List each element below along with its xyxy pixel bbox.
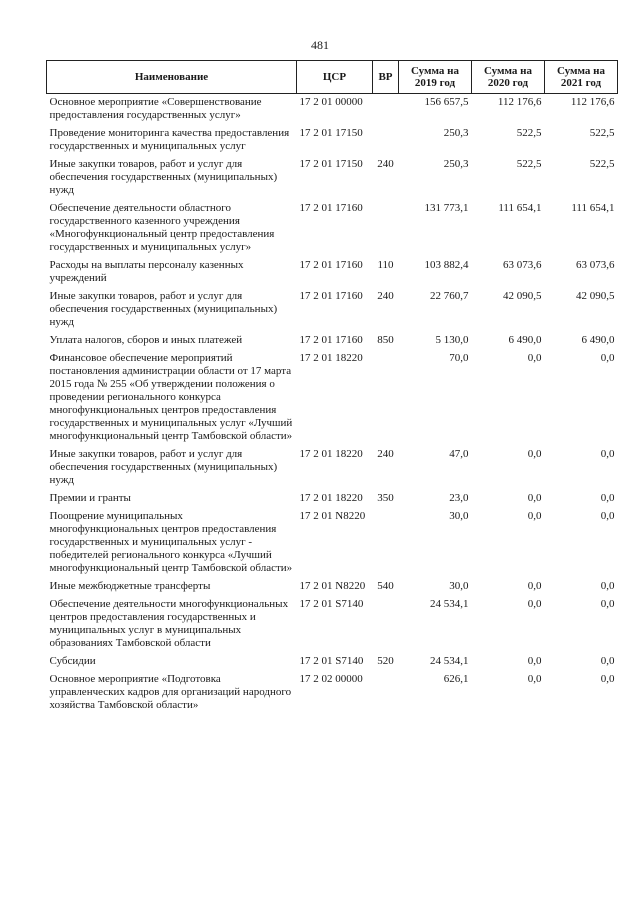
row-sum-2021: 0,0 (600, 580, 615, 592)
row-sum-2020: 522,5 (516, 127, 542, 139)
row-sum-2020: 0,0 (527, 598, 542, 610)
table-row (47, 197, 618, 254)
row-name: Иные межбюджетные трансферты (49, 580, 211, 592)
row-sum-2020: 0,0 (527, 655, 542, 667)
row-csr: 17 2 01 S7140 (299, 655, 364, 667)
row-sum-2021: 0,0 (600, 598, 615, 610)
row-csr: 17 2 01 17160 (299, 290, 363, 302)
row-sum-2019: 250,3 (443, 127, 469, 139)
row-vr: 240 (377, 290, 394, 302)
row-sum-2021: 42 090,5 (576, 290, 615, 302)
row-name: Расходы на выплаты персоналу казенных учреждений (49, 259, 244, 284)
table-row (47, 285, 618, 329)
table-row (47, 347, 618, 443)
row-name: Иные закупки товаров, работ и услуг для обеспечения государственных (муниципальных) нужд (49, 158, 278, 196)
row-vr (373, 668, 399, 712)
table-row (47, 443, 618, 487)
row-csr: 17 2 01 18220 (299, 352, 363, 364)
row-vr (373, 505, 399, 575)
row-sum-2021: 6 490,0 (581, 334, 615, 346)
row-sum-2019: 131 773,1 (424, 202, 469, 214)
table-row (47, 575, 618, 593)
row-csr: 17 2 01 N8220 (299, 580, 366, 592)
row-csr: 17 2 01 17160 (299, 202, 363, 214)
row-csr: 17 2 01 17160 (299, 334, 363, 346)
row-sum-2020: 6 490,0 (508, 334, 542, 346)
row-name: Проведение мониторинга качества предоставления государственных и муниципальных услуг (49, 127, 290, 152)
row-vr: 240 (377, 448, 394, 460)
row-sum-2020: 111 654,1 (498, 202, 542, 214)
row-name: Финансовое обеспечение мероприятий постановления администрации области от 17 марта 2015 года № 255 «Об утверждении положения о проведении регионального конкурса многофункциональных центров предоставления государственных и муниципальных услуг «Лучший многофункциональный центр Тамбовской области» (49, 352, 293, 442)
row-vr: 540 (377, 580, 394, 592)
row-sum-2019: 626,1 (443, 673, 469, 685)
row-csr: 17 2 01 18220 (299, 492, 363, 504)
row-vr (373, 94, 399, 123)
row-name: Уплата налогов, сборов и иных платежей (49, 334, 243, 346)
row-vr: 850 (377, 334, 394, 346)
row-sum-2021: 0,0 (600, 655, 615, 667)
header-sum-2019: Сумма на 2019 год (399, 61, 472, 94)
row-sum-2019: 70,0 (449, 352, 469, 364)
row-sum-2021: 112 176,6 (570, 96, 615, 108)
row-sum-2020: 522,5 (516, 158, 542, 170)
row-sum-2019: 47,0 (449, 448, 469, 460)
row-name: Поощрение муниципальных многофункциональных центров предоставления государственных и муниципальных услуг - победителей регионального конкурса «Лучший многофункциональный центр Тамбовской области» (49, 510, 293, 574)
row-sum-2020: 112 176,6 (497, 96, 542, 108)
row-sum-2021: 0,0 (600, 492, 615, 504)
row-csr: 17 2 01 N8220 (299, 510, 366, 522)
row-csr: 17 2 01 S7140 (299, 598, 364, 610)
row-sum-2020: 0,0 (527, 510, 542, 522)
row-sum-2021: 0,0 (600, 673, 615, 685)
row-vr: 350 (377, 492, 394, 504)
row-csr: 17 2 01 17150 (299, 158, 363, 170)
header-sum-2021: Сумма на 2021 год (545, 61, 618, 94)
row-sum-2021: 522,5 (589, 127, 615, 139)
row-sum-2019: 103 882,4 (424, 259, 469, 271)
row-sum-2020: 0,0 (527, 580, 542, 592)
table-header (47, 61, 618, 94)
row-sum-2021: 0,0 (600, 352, 615, 364)
row-sum-2021: 0,0 (600, 448, 615, 460)
row-sum-2019: 30,0 (449, 580, 469, 592)
page-number: 481 (311, 38, 329, 52)
row-sum-2019: 24 534,1 (430, 598, 469, 610)
row-sum-2019: 30,0 (449, 510, 469, 522)
row-sum-2020: 0,0 (527, 492, 542, 504)
row-name: Основное мероприятие «Совершенствование предоставления государственных услуг» (49, 96, 262, 121)
table-body (47, 94, 618, 713)
row-sum-2020: 42 090,5 (503, 290, 542, 302)
row-vr (373, 197, 399, 254)
row-name: Иные закупки товаров, работ и услуг для обеспечения государственных (муниципальных) нужд (49, 290, 278, 328)
row-vr (373, 347, 399, 443)
row-sum-2021: 63 073,6 (576, 259, 615, 271)
row-sum-2019: 5 130,0 (435, 334, 469, 346)
table-row (47, 593, 618, 650)
row-vr (373, 122, 399, 153)
row-sum-2019: 24 534,1 (430, 655, 469, 667)
row-csr: 17 2 01 18220 (299, 448, 363, 460)
budget-table (46, 60, 618, 712)
table-row (47, 329, 618, 347)
table-row (47, 487, 618, 505)
row-vr (373, 593, 399, 650)
row-name: Иные закупки товаров, работ и услуг для обеспечения государственных (муниципальных) нужд (49, 448, 278, 486)
row-vr: 110 (377, 259, 394, 271)
table-row (47, 254, 618, 285)
row-vr: 520 (377, 655, 394, 667)
row-name: Обеспечение деятельности многофункциональных центров предоставления государственных и муниципальных услуг в муниципальных образованиях Тамбовской области (49, 598, 289, 649)
row-name: Премии и гранты (49, 492, 131, 504)
row-sum-2019: 22 760,7 (430, 290, 469, 302)
table-row (47, 153, 618, 197)
row-csr: 17 2 02 00000 (299, 673, 363, 685)
row-csr: 17 2 01 17150 (299, 127, 363, 139)
row-name: Обеспечение деятельности областного государственного казенного учреждения «Многофункциональный центр предоставления государственных и муниципальных услуг» (49, 202, 275, 253)
header-csr: ЦСР (297, 61, 373, 94)
header-name: Наименование (47, 61, 297, 94)
row-sum-2019: 250,3 (443, 158, 469, 170)
row-sum-2019: 156 657,5 (424, 96, 469, 108)
header-sum-2020: Сумма на 2020 год (472, 61, 545, 94)
row-name: Субсидии (49, 655, 96, 667)
row-sum-2020: 63 073,6 (503, 259, 542, 271)
header-vr: ВР (373, 61, 399, 94)
table-row (47, 122, 618, 153)
row-sum-2020: 0,0 (527, 448, 542, 460)
row-csr: 17 2 01 00000 (299, 96, 363, 108)
table-row (47, 505, 618, 575)
table-row (47, 650, 618, 668)
row-vr: 240 (377, 158, 394, 170)
row-sum-2021: 111 654,1 (571, 202, 615, 214)
row-sum-2020: 0,0 (527, 673, 542, 685)
row-sum-2019: 23,0 (449, 492, 469, 504)
row-sum-2021: 0,0 (600, 510, 615, 522)
row-csr: 17 2 01 17160 (299, 259, 363, 271)
row-name: Основное мероприятие «Подготовка управленческих кадров для организаций народного хозяйства Тамбовской области» (49, 673, 292, 711)
row-sum-2021: 522,5 (589, 158, 615, 170)
row-sum-2020: 0,0 (527, 352, 542, 364)
table-row (47, 668, 618, 712)
table-row (47, 94, 618, 123)
